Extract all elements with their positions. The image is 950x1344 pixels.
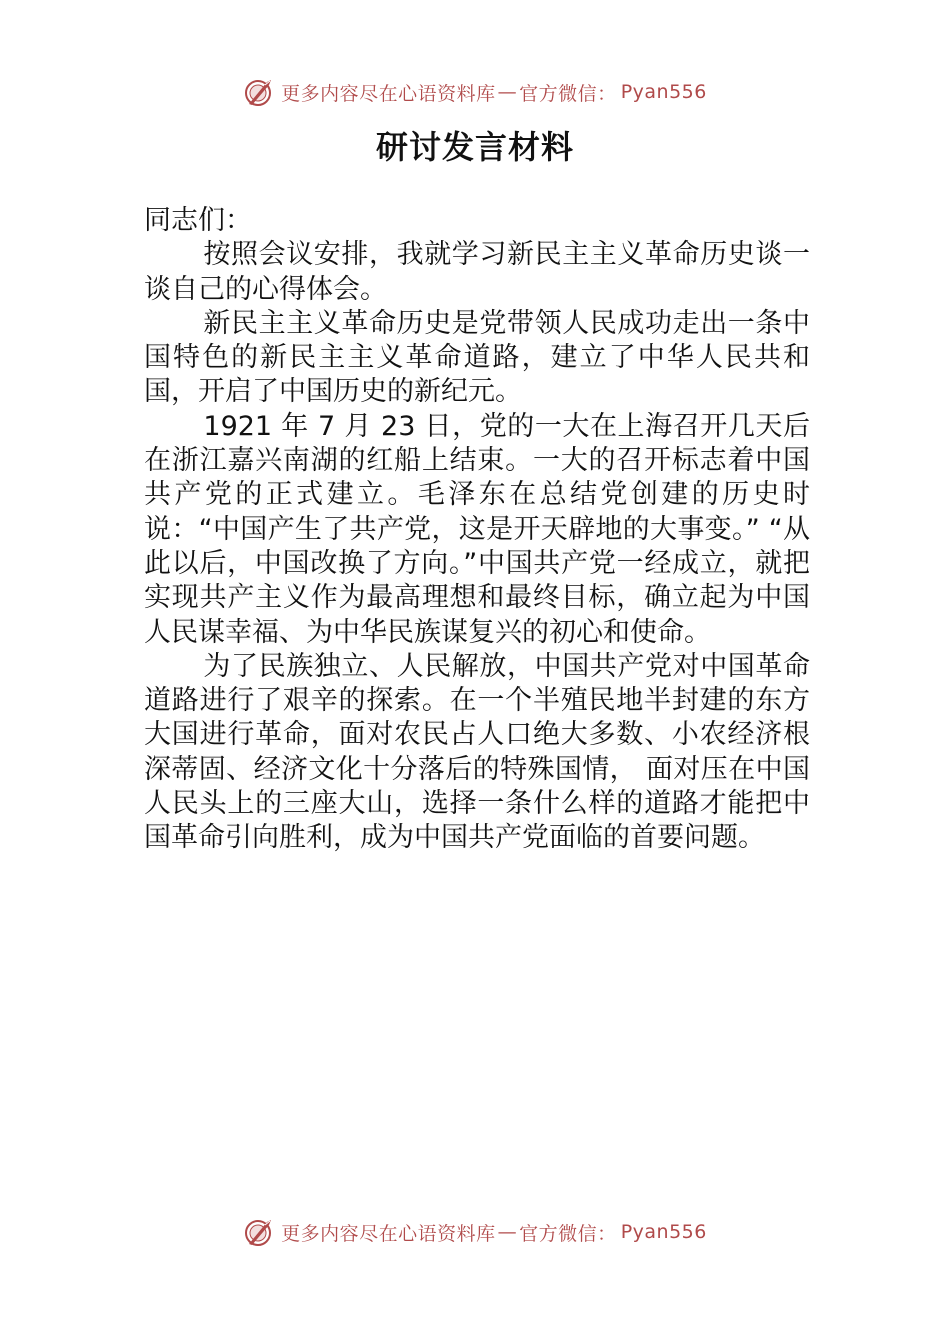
paragraph: 按照会议安排，我就学习新民主主义革命历史谈一谈自己的心得体会。 [144,239,810,305]
banner-text: 更多内容尽在心语资料库 [281,82,496,105]
wechat-id: Pyan556 [620,81,707,103]
salutation: 同志们： [144,205,252,236]
wechat-label: 官方微信： [519,82,617,105]
paragraph: 新民主主义革命历史是党带领人民成功走出一条中国特色的新民主主义革命道路，建立了中华人民共和国，开启了中国历史的新纪元。 [144,307,810,408]
quill-pen-icon [243,1216,275,1248]
page-title: 研讨发言材料 [375,128,574,166]
footer-banner [0,1212,950,1252]
wechat-label: 官方微信： [519,1222,617,1245]
paragraph: 为了民族独立、人民解放，中国共产党对中国革命道路进行了艰辛的探索。在一个半殖民地半封建的东方大国进行革命，面对农民占人口绝大多数、小农经济根深蒂固、经济文化十分落后的特殊国情， 面对压在中国人民头上的三座大山，选择一条什么样的道路才能把中国革命引向胜利，成为中国共产党面临的首要问题。 [144,650,810,854]
banner-text: 更多内容尽在心语资料库 [281,1222,496,1245]
quill-pen-icon [243,76,275,108]
wechat-id: Pyan556 [620,1221,707,1243]
document-body [144,204,810,856]
banner-separator: — [497,1221,518,1243]
banner-separator: — [497,81,518,103]
header-banner [0,72,950,112]
paragraph: 1921 年 7 月 23 日，党的一大在上海召开几天后在浙江嘉兴南湖的红船上结束。一大的召开标志着中国共产党的正式建立。毛泽东在总结党创建的历史时说：“中国产生了共产党，这是开天辟地的大事变。” “从此以后，中国改换了方向。”中国共产党一经成立，就把实现共产主义作为最高理想和最终目标，确立起为中国人民谋幸福、为中华民族谋复兴的初心和使命。 [144,410,810,648]
